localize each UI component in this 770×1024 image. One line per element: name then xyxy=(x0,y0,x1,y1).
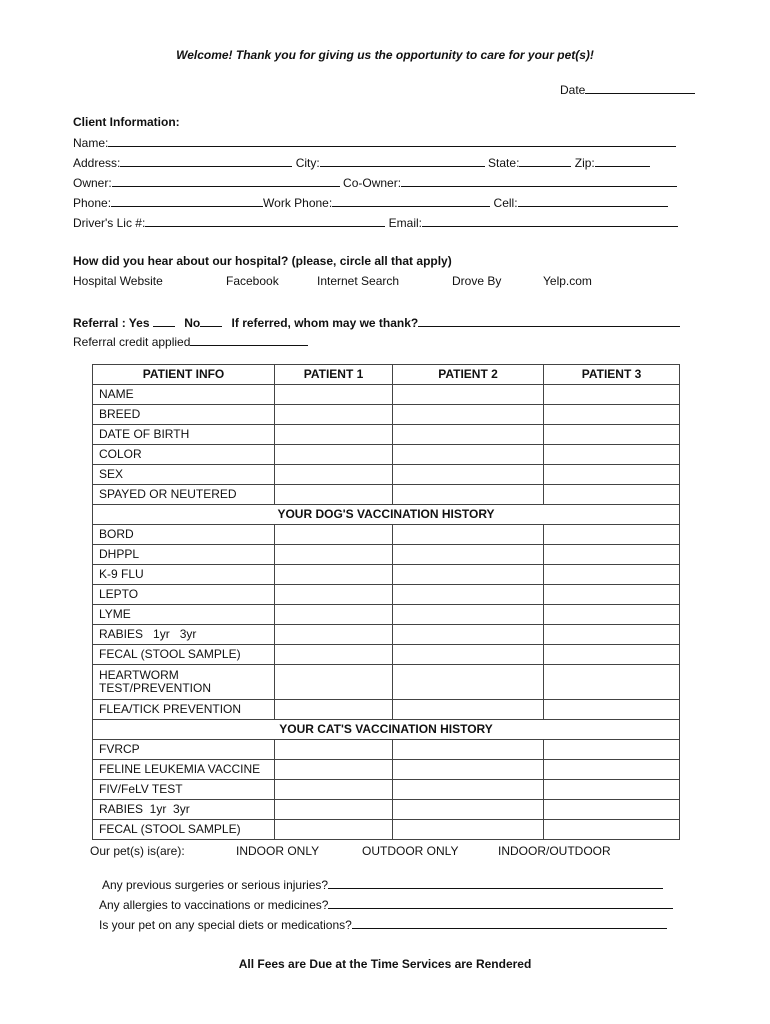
date-label: Date xyxy=(560,83,586,97)
table-cell[interactable] xyxy=(544,800,680,820)
table-cell[interactable] xyxy=(393,645,544,665)
table-row xyxy=(93,465,680,485)
referral-no-label: No xyxy=(184,316,201,330)
table-cell[interactable] xyxy=(393,385,544,405)
table-cell[interactable] xyxy=(393,740,544,760)
row-label: BORD xyxy=(93,525,275,545)
table-cell[interactable] xyxy=(275,780,393,800)
location-label: Our pet(s) is(are): xyxy=(90,844,185,858)
row-label: DHPPL xyxy=(93,545,275,565)
row-label: SEX xyxy=(93,465,275,485)
table-cell[interactable] xyxy=(393,565,544,585)
name-field[interactable] xyxy=(73,135,676,150)
state-label: State: xyxy=(488,156,520,170)
table-row xyxy=(93,800,680,820)
table-row xyxy=(93,405,680,425)
referral-thank-label: If referred, whom may we thank? xyxy=(231,316,419,330)
row-label: RABIES 1yr 3yr xyxy=(93,625,275,645)
row-label: LYME xyxy=(93,605,275,625)
table-cell[interactable] xyxy=(544,565,680,585)
coowner-label: Co-Owner: xyxy=(343,176,402,190)
table-cell[interactable] xyxy=(275,700,393,720)
table-cell[interactable] xyxy=(393,820,544,840)
table-cell[interactable] xyxy=(275,645,393,665)
table-cell[interactable] xyxy=(544,385,680,405)
table-cell[interactable] xyxy=(544,605,680,625)
hear-option[interactable]: Yelp.com xyxy=(543,274,592,288)
table-cell[interactable] xyxy=(275,800,393,820)
row-label: LEPTO xyxy=(93,585,275,605)
row-label: DATE OF BIRTH xyxy=(93,425,275,445)
address-label: Address: xyxy=(73,156,121,170)
hear-option[interactable]: Drove By xyxy=(452,274,502,288)
table-cell[interactable] xyxy=(544,405,680,425)
table-row xyxy=(93,740,680,760)
owner-label: Owner: xyxy=(73,176,112,190)
hear-question: How did you hear about our hospital? (please, circle all that apply) xyxy=(73,254,452,268)
location-option[interactable]: INDOOR ONLY xyxy=(236,844,320,858)
table-cell[interactable] xyxy=(275,565,393,585)
table-cell[interactable] xyxy=(544,525,680,545)
table-cell[interactable] xyxy=(275,625,393,645)
table-cell[interactable] xyxy=(393,700,544,720)
hear-option[interactable]: Internet Search xyxy=(317,274,400,288)
fees-notice: All Fees are Due at the Time Services are Rendered xyxy=(238,957,532,971)
table-cell[interactable] xyxy=(275,405,393,425)
allergies-field[interactable] xyxy=(99,897,673,912)
col-header: PATIENT 2 xyxy=(393,365,544,385)
table-cell[interactable] xyxy=(544,645,680,665)
table-row xyxy=(93,425,680,445)
table-row xyxy=(93,605,680,625)
row-label: FVRCP xyxy=(93,740,275,760)
table-row xyxy=(93,385,680,405)
table-row xyxy=(93,780,680,800)
table-cell[interactable] xyxy=(275,385,393,405)
table-cell[interactable] xyxy=(275,485,393,505)
diets-label: Is your pet on any special diets or medications? xyxy=(99,918,352,932)
table-cell[interactable] xyxy=(544,780,680,800)
table-cell[interactable] xyxy=(544,820,680,840)
table-cell[interactable] xyxy=(393,605,544,625)
referral-label: Referral : Yes xyxy=(73,316,150,330)
row-label: RABIES 1yr 3yr xyxy=(93,800,275,820)
row-label: NAME xyxy=(93,385,275,405)
table-cell[interactable] xyxy=(393,485,544,505)
name-label: Name: xyxy=(73,136,109,150)
col-header: PATIENT 3 xyxy=(544,365,680,385)
table-cell[interactable] xyxy=(393,465,544,485)
phone-label: Phone: xyxy=(73,196,112,210)
drivers-label: Driver's Lic #: xyxy=(73,216,146,230)
table-cell[interactable] xyxy=(544,485,680,505)
row-label: BREED xyxy=(93,405,275,425)
row-label: HEARTWORM TEST/PREVENTION xyxy=(93,665,275,700)
row-label: FIV/FeLV TEST xyxy=(93,780,275,800)
table-row xyxy=(93,645,680,665)
client-info-heading: Client Information: xyxy=(73,115,180,129)
row-label: K-9 FLU xyxy=(93,565,275,585)
table-row xyxy=(93,445,680,465)
address-row[interactable] xyxy=(73,155,650,170)
location-option[interactable]: INDOOR/OUTDOOR xyxy=(498,844,611,858)
table-row xyxy=(93,525,680,545)
table-cell[interactable] xyxy=(275,760,393,780)
table-row xyxy=(93,565,680,585)
table-cell[interactable] xyxy=(393,445,544,465)
table-cell[interactable] xyxy=(544,700,680,720)
dog-vaccination-heading: YOUR DOG'S VACCINATION HISTORY xyxy=(93,505,680,525)
email-label: Email: xyxy=(388,216,422,230)
drivers-row[interactable] xyxy=(73,215,678,230)
table-cell[interactable] xyxy=(393,760,544,780)
allergies-label: Any allergies to vaccinations or medicines? xyxy=(99,898,329,912)
section-row xyxy=(93,720,680,740)
col-header: PATIENT 1 xyxy=(275,365,393,385)
table-cell[interactable] xyxy=(275,740,393,760)
table-cell[interactable] xyxy=(544,625,680,645)
table-cell[interactable] xyxy=(544,465,680,485)
table-cell[interactable] xyxy=(275,820,393,840)
table-cell[interactable] xyxy=(393,425,544,445)
table-row xyxy=(93,665,680,700)
table-cell[interactable] xyxy=(393,545,544,565)
table-cell[interactable] xyxy=(544,760,680,780)
patient-table xyxy=(92,364,680,840)
referral-credit-label: Referral credit applied xyxy=(73,335,191,349)
cat-vaccination-heading: YOUR CAT'S VACCINATION HISTORY xyxy=(93,720,680,740)
table-cell[interactable] xyxy=(275,665,393,700)
table-cell[interactable] xyxy=(275,525,393,545)
table-cell[interactable] xyxy=(544,585,680,605)
table-cell[interactable] xyxy=(544,425,680,445)
table-cell[interactable] xyxy=(544,740,680,760)
table-cell[interactable] xyxy=(393,625,544,645)
table-row xyxy=(93,700,680,720)
city-label: City: xyxy=(295,156,320,170)
table-cell[interactable] xyxy=(544,665,680,700)
surgeries-label: Any previous surgeries or serious injuries? xyxy=(102,878,329,892)
table-cell[interactable] xyxy=(275,545,393,565)
hear-option[interactable]: Facebook xyxy=(226,274,279,288)
table-cell[interactable] xyxy=(275,585,393,605)
table-cell[interactable] xyxy=(393,525,544,545)
table-row xyxy=(93,585,680,605)
table-row xyxy=(93,760,680,780)
phone-row[interactable] xyxy=(73,195,668,210)
table-cell[interactable] xyxy=(393,665,544,700)
surgeries-field[interactable] xyxy=(102,877,663,892)
location-option[interactable]: OUTDOOR ONLY xyxy=(362,844,459,858)
workphone-label: Work Phone: xyxy=(263,196,333,210)
diets-field[interactable] xyxy=(99,917,667,932)
table-row xyxy=(93,545,680,565)
table-cell[interactable] xyxy=(275,425,393,445)
table-row xyxy=(93,820,680,840)
col-header: PATIENT INFO xyxy=(93,365,275,385)
date-field[interactable] xyxy=(560,82,695,97)
table-cell[interactable] xyxy=(275,445,393,465)
referral-credit-field[interactable] xyxy=(73,334,308,349)
section-row xyxy=(93,505,680,525)
table-cell[interactable] xyxy=(544,445,680,465)
row-label: FELINE LEUKEMIA VACCINE xyxy=(93,760,275,780)
row-label: FECAL (STOOL SAMPLE) xyxy=(93,820,275,840)
row-label: FLEA/TICK PREVENTION xyxy=(93,700,275,720)
hear-option[interactable]: Hospital Website xyxy=(73,274,163,288)
row-label: FECAL (STOOL SAMPLE) xyxy=(93,645,275,665)
table-row xyxy=(93,625,680,645)
table-row xyxy=(93,485,680,505)
owner-row[interactable] xyxy=(73,175,677,190)
referral-row[interactable] xyxy=(73,315,680,330)
table-cell[interactable] xyxy=(393,780,544,800)
table-cell[interactable] xyxy=(393,800,544,820)
cell-label: Cell: xyxy=(493,196,518,210)
table-cell[interactable] xyxy=(544,545,680,565)
table-cell[interactable] xyxy=(275,605,393,625)
table-cell[interactable] xyxy=(393,585,544,605)
row-label: COLOR xyxy=(93,445,275,465)
welcome-heading: Welcome! Thank you for giving us the opportunity to care for your pet(s)! xyxy=(176,48,594,62)
table-header-row xyxy=(93,365,680,385)
zip-label: Zip: xyxy=(574,156,595,170)
row-label: SPAYED OR NEUTERED xyxy=(93,485,275,505)
table-cell[interactable] xyxy=(393,405,544,425)
table-cell[interactable] xyxy=(275,465,393,485)
